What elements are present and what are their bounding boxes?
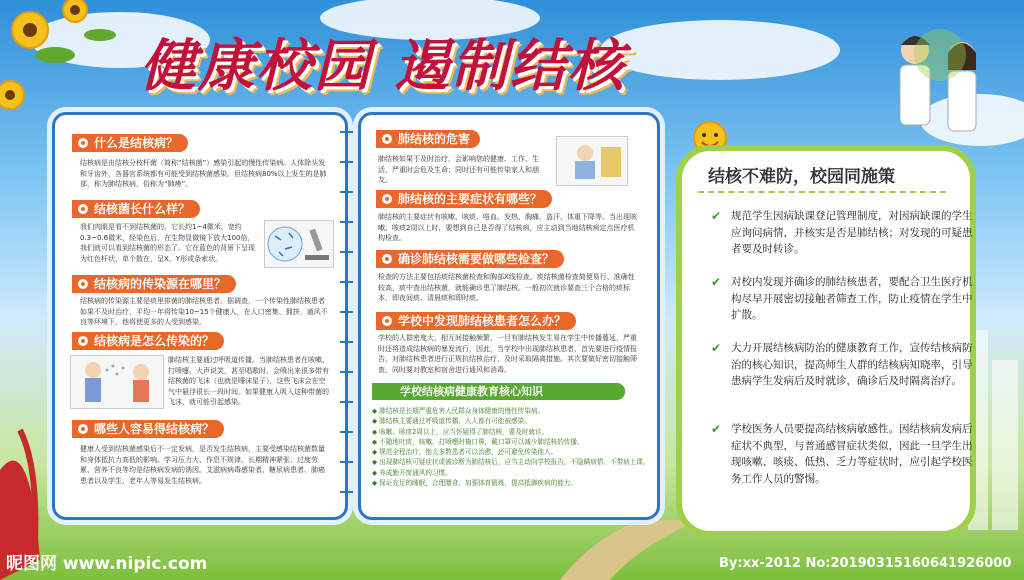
- right-panel-divider: [698, 191, 946, 193]
- policy-item: [711, 274, 977, 324]
- poster-title: 健康校园 遏制结核: [140, 34, 626, 99]
- policy-item: [711, 421, 977, 487]
- section-school-response-heading: 学校中发现肺结核患者怎么办？: [376, 312, 576, 330]
- section-harm-heading: 肺结核的危害: [376, 130, 480, 148]
- core-knowledge-list: [372, 406, 650, 488]
- section-risk-groups-text: 健康人受到结核菌感染后不一定发病，是否发生结核病，主要受感染结核菌数量和身体抵抗力高低的影响。学习压力大、作息不规律、长期精神紧张、过度劳累、营养不良等均是结核病发病的诱因。艾滋病病毒感染者、糖尿病患者、肺癌患者以及学生、老年人等易发生结核病。: [80, 445, 325, 485]
- microscope-illustration: [264, 220, 334, 268]
- section-bacteria-heading: 结核菌长什么样？: [72, 200, 200, 218]
- core-knowledge-item: ◆ 保证充足的睡眠，合理膳食，加强体育锻炼，提高抵御疾病的能力。: [372, 479, 577, 488]
- section-diagnosis-text: 检查的方法主要包括痰结核菌检查和胸部X线检查。痰结核菌检查简便易行、准确性较高，痰中查出结核菌，就能确诊患了肺结核。一般初次就诊要查三个合格的痰标本，即夜间痰、清晨痰和即时痰。: [378, 273, 635, 302]
- checkmark-icon: ✔: [711, 209, 722, 223]
- right-panel-heading: 结核不难防，校园同施策: [708, 167, 895, 187]
- checkmark-icon: ✔: [711, 422, 722, 436]
- core-knowledge-item: ◆ 咳嗽、咳痰2周以上，应当怀疑得了肺结核，要及时就诊。: [372, 427, 549, 436]
- core-knowledge-item: ◆ 出现肺结核可疑症状或被诊断为肺结核后，应当主动向学校报告，不隐瞒病情、不带病上课。: [372, 458, 650, 467]
- section-source-text: 结核病的传染源主要是痰里排菌的肺结核患者。据调查，一个传染性肺结核患者如果不及时治疗，平均一年将传染10~15个健康人，在人口密集、拥挤、通风不良等环境下，他将使更多的人受到感染。: [80, 297, 328, 326]
- section-source-heading: 结核病的传染源在哪里？: [72, 275, 236, 293]
- section-bacteria-text: 我们肉眼是看不到结核菌的。它长约1~4微米，宽约0.3~0.6微米，经染色后，在生物显微镜下放大100倍，我们就可以看到结核菌的形态了。它在蓝色的背景下呈现为红色杆状，单个散在，呈X、Y形或条索状。: [80, 223, 255, 263]
- policy-item: [711, 208, 977, 258]
- policy-item: [711, 340, 977, 390]
- patient-illustration: [556, 136, 628, 186]
- section-transmission-heading: 结核病是怎么传染的？: [72, 332, 224, 350]
- section-symptoms-heading: 肺结核的主要症状有哪些？: [376, 190, 552, 208]
- section-risk-groups-heading: 哪些人容易得结核病？: [72, 420, 224, 438]
- core-knowledge-item: ◆ 不随地吐痰，咳嗽、打喷嚏时掩口鼻，戴口罩可以减少肺结核的传播。: [372, 437, 584, 446]
- section-diagnosis-heading: 确诊肺结核需要做哪些检查？: [376, 250, 564, 268]
- section-symptoms-text: 肺结核的主要症状有咳嗽、咳痰、咯血、发热、胸痛、盗汗、体重下降等。当出现咳嗽、咳痰2周以上时，要想到自己是否得了结核病，应主动到当地结核病定点医疗机构检查。: [378, 213, 637, 242]
- policy-item-text: 对校内发现并确诊的肺结核患者，要配合卫生医疗机构尽早开展密切接触者筛查工作，防止疫情在学生中扩散。: [731, 276, 973, 321]
- watermark-site: 昵图网 www.nipic.com: [6, 554, 208, 574]
- core-knowledge-item: ◆ 肺结核主要通过呼吸道传播，人人都有可能被感染。: [372, 417, 531, 426]
- section-transmission-text: 肺结核主要通过呼吸道传播。当肺结核患者在咳嗽、打喷嚏、大声说笑，甚至唱歌时，会喷出来很多带有结核菌的飞沫（也就是唾沫星子），这些飞沫会在空气中悬浮很长一段时间。如果健康人吸入这种带菌的飞沫，就可能引起感染。: [168, 356, 329, 406]
- section-what-is-tb-text: 结核病是由结核分枝杆菌（简称“结核菌”）感染引起的慢性传染病。人体除头发和牙齿外，各器官系统都有可能受到结核菌感染。但结核病80%以上发生的是肺部，称为肺结核病，俗称为“肺痨”。: [80, 159, 327, 188]
- core-knowledge-item: ◆ 养成勤开窗通风的习惯。: [372, 468, 452, 477]
- policy-item-text: 规范学生因病缺课登记管理制度，对因病缺课的学生应询问病情，并核实是否是肺结核；对发现的可疑患者要及时转诊。: [731, 210, 973, 255]
- checkmark-icon: ✔: [711, 341, 722, 355]
- core-knowledge-item: ◆ 规范全程治疗，绝大多数患者可以治愈，还可避免传染他人。: [372, 448, 558, 457]
- section-harm-text: 肺结核如果不及时治疗，会影响您的健康、工作、生活，严重时会危及生命；同时还有可能传染家人和朋友。: [378, 155, 539, 184]
- section-school-response-text: 学校的人群密度大，相互间接触频繁，一旦有肺结核发生易在学生中传播蔓延，严重时还将造成结核病的暴发流行，因此，当学校中出现肺结核患者，首先要进行疫情报告，对肺结核患者进行正规抗结核治疗，及时采取隔离措施。其次要做好密切接触筛查，同时要对教室和宿舍进行通风和消毒。: [378, 334, 637, 374]
- section-what-is-tb-heading: 什么是结核病？: [72, 134, 188, 152]
- checkmark-icon: ✔: [711, 275, 722, 289]
- core-knowledge-item: ◆ 肺结核是长期严重危害人民群众身体健康的慢性传染病。: [372, 407, 545, 415]
- policy-item-text: 学校医务人员要提高结核病敏感性。因结核病发病后症状不典型，与普通感冒症状类似，因此一旦学生出现咳嗽、咳痰、低热、乏力等症状时，应引起学校医务工作人员的警惕。: [731, 423, 973, 485]
- policy-item-text: 大力开展结核病防治的健康教育工作，宣传结核病防治的核心知识，提高师生人群的结核病知晓率，引导患病学生发病后及时就诊，确诊后及时隔离治疗。: [731, 342, 973, 387]
- core-knowledge-heading: 学校结核病健康教育核心知识: [372, 383, 625, 400]
- coughing-illustration: [70, 355, 164, 409]
- watermark-id: By:xx-2012 No:20190315160641926000: [719, 556, 1012, 571]
